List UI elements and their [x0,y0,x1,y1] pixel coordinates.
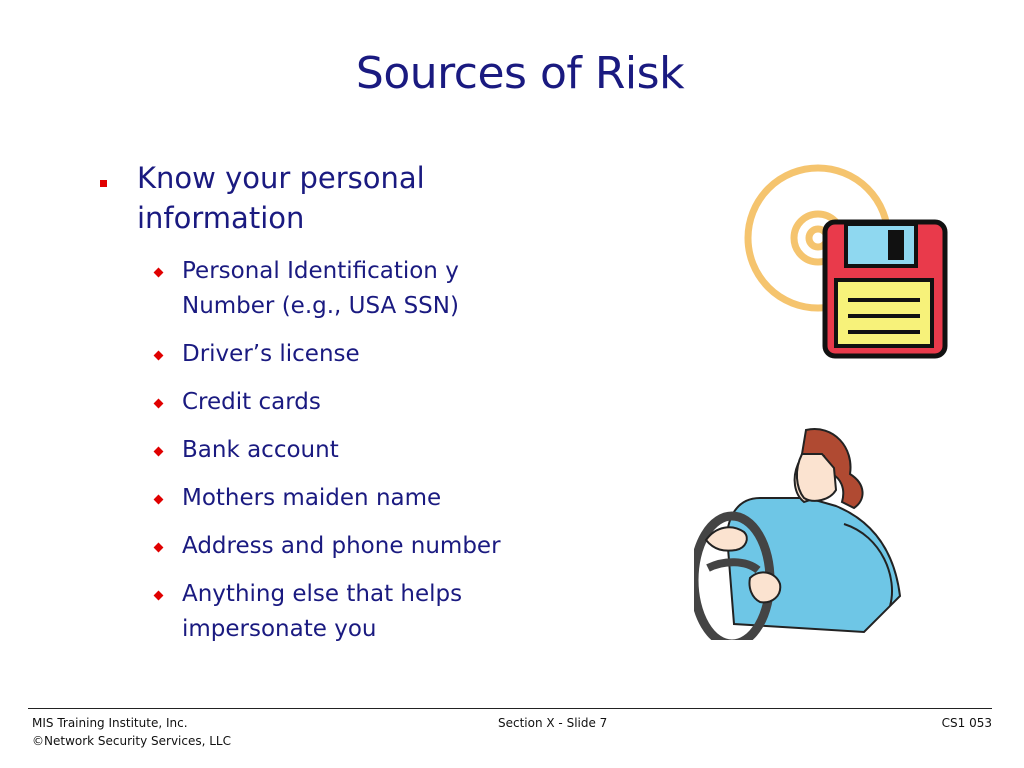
sub-bullet-item [152,577,512,647]
sub-bullet-text: Credit cards [182,389,321,415]
diamond-bullet-icon [154,495,164,505]
footer-course-code: CS1 053 [941,716,992,730]
diamond-bullet-icon [154,399,164,409]
footer-slide-number: Section X - Slide 7 [498,716,608,730]
sub-bullet-item [152,254,512,324]
sub-bullet-text: Anything else that helps impersonate you [182,581,463,642]
slide-title: Sources of Risk [355,48,685,99]
sub-bullet-text: Mothers maiden name [182,485,442,511]
diamond-bullet-icon [154,447,164,457]
sub-bullet-text: Personal Identification y Number (e.g., USA SSN) [182,258,459,319]
sub-bullet-list [152,254,512,660]
sub-bullet-text: Bank account [182,437,339,463]
sub-bullet-item [152,529,512,564]
sub-bullet-item [152,433,512,468]
diamond-bullet-icon [154,591,164,601]
footer-left-line1: MIS Training Institute, Inc. [32,716,188,730]
floppy-disk-and-cd-icon [742,160,954,366]
diamond-bullet-icon [154,543,164,553]
sub-bullet-text: Address and phone number [182,533,501,559]
diamond-bullet-icon [154,351,164,361]
main-bullet-text: Know your personal information [137,161,425,235]
footer-divider [28,708,992,709]
sub-bullet-item [152,385,512,420]
sub-bullet-item [152,337,512,372]
woman-driving-icon [694,428,906,640]
sub-bullet-text: Driver’s license [182,341,360,367]
footer-left-line2: ©Network Security Services, LLC [32,734,231,748]
diamond-bullet-icon [154,268,164,278]
square-bullet-icon [100,180,107,187]
sub-bullet-item [152,481,512,516]
